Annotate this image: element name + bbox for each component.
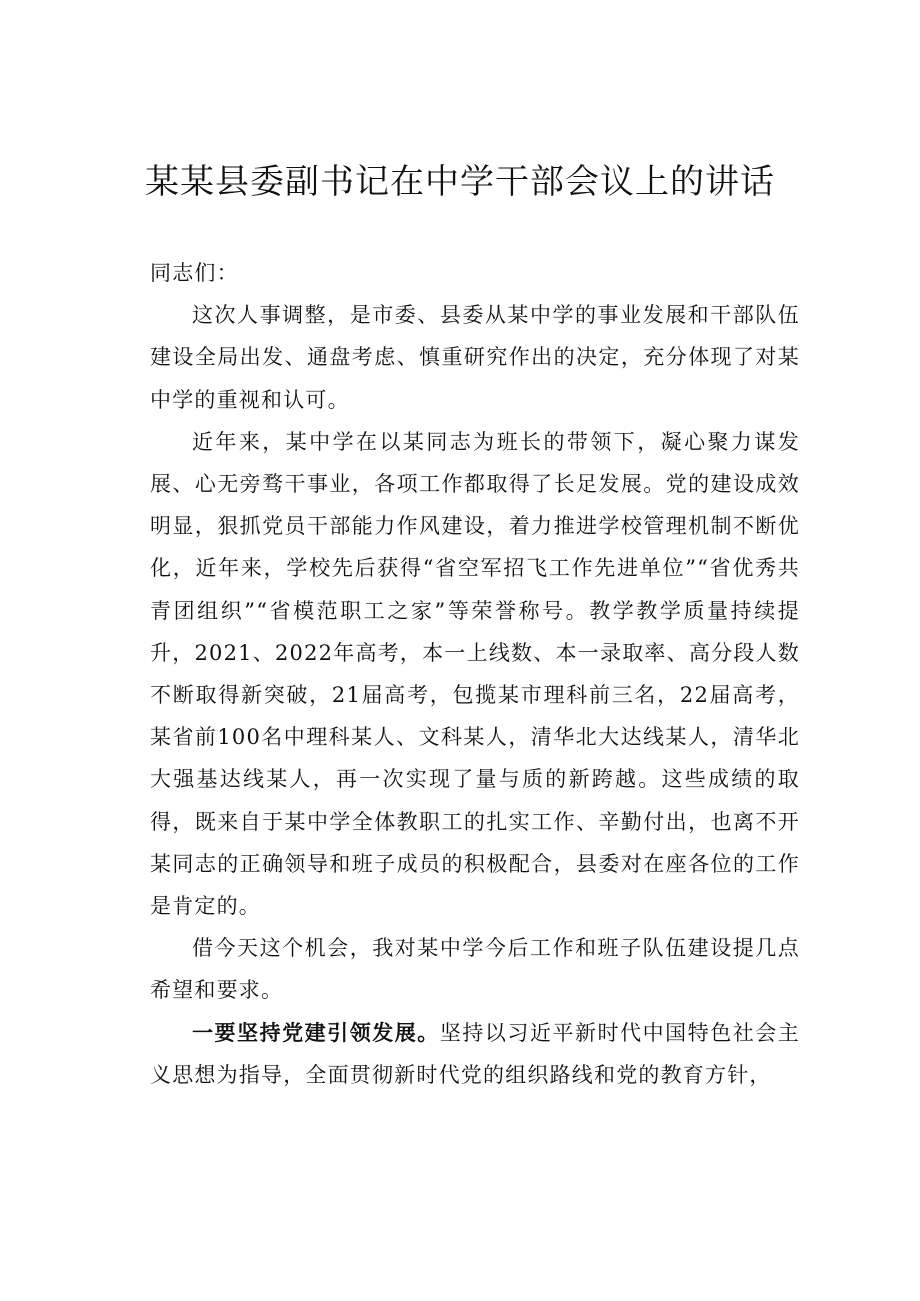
section-1-paragraph bbox=[150, 1012, 800, 1096]
section-1-heading: 一要坚持党建引领发展。 bbox=[192, 1019, 440, 1045]
document-title: 某某县委副书记在中学干部会议上的讲话 bbox=[145, 162, 775, 202]
document-body bbox=[150, 252, 800, 1096]
paragraph-intro: 这次人事调整，是市委、县委从某中学的事业发展和干部队伍建设全局出发、通盘考虑、慎重研究作出的决定，充分体现了对某中学的重视和认可。 bbox=[150, 303, 800, 412]
section-1-text: 坚持以习近平新时代中国特色社会主义思想为指导，全面贯彻新时代党的组织路线和党的教育方针， bbox=[150, 1020, 801, 1087]
salutation: 同志们： bbox=[150, 261, 239, 285]
paragraph-achievements: 近年来，某中学在以某同志为班长的带领下，凝心聚力谋发展、心无旁骛干事业，各项工作都取得了长足发展。党的建设成效明显，狠抓党员干部能力作风建设，着力推进学校管理机制不断优化，近年来，学校先后获得“省空军招飞工作先进单位”“省优秀共青团组织”“省模范职工之家”等荣誉称号。教学教学质量持续提升，2021、2022年高考，本一上线数、本一录取率、高分段人数不断取得新突破，21届高考，包揽某市理科前三名，22届高考，某省前100名中理科某人、文科某人，清华北大达线某人，清华北大强基达线某人，再一次实现了量与质的新跨越。这些成绩的取得，既来自于某中学全体教职工的扎实工作、辛勤付出，也离不开某同志的正确领导和班子成员的积极配合，县委对在座各位的工作是肯定的。 bbox=[150, 429, 800, 919]
paragraph-requirements: 借今天这个机会，我对某中学今后工作和班子队伍建设提几点希望和要求。 bbox=[150, 936, 800, 1003]
